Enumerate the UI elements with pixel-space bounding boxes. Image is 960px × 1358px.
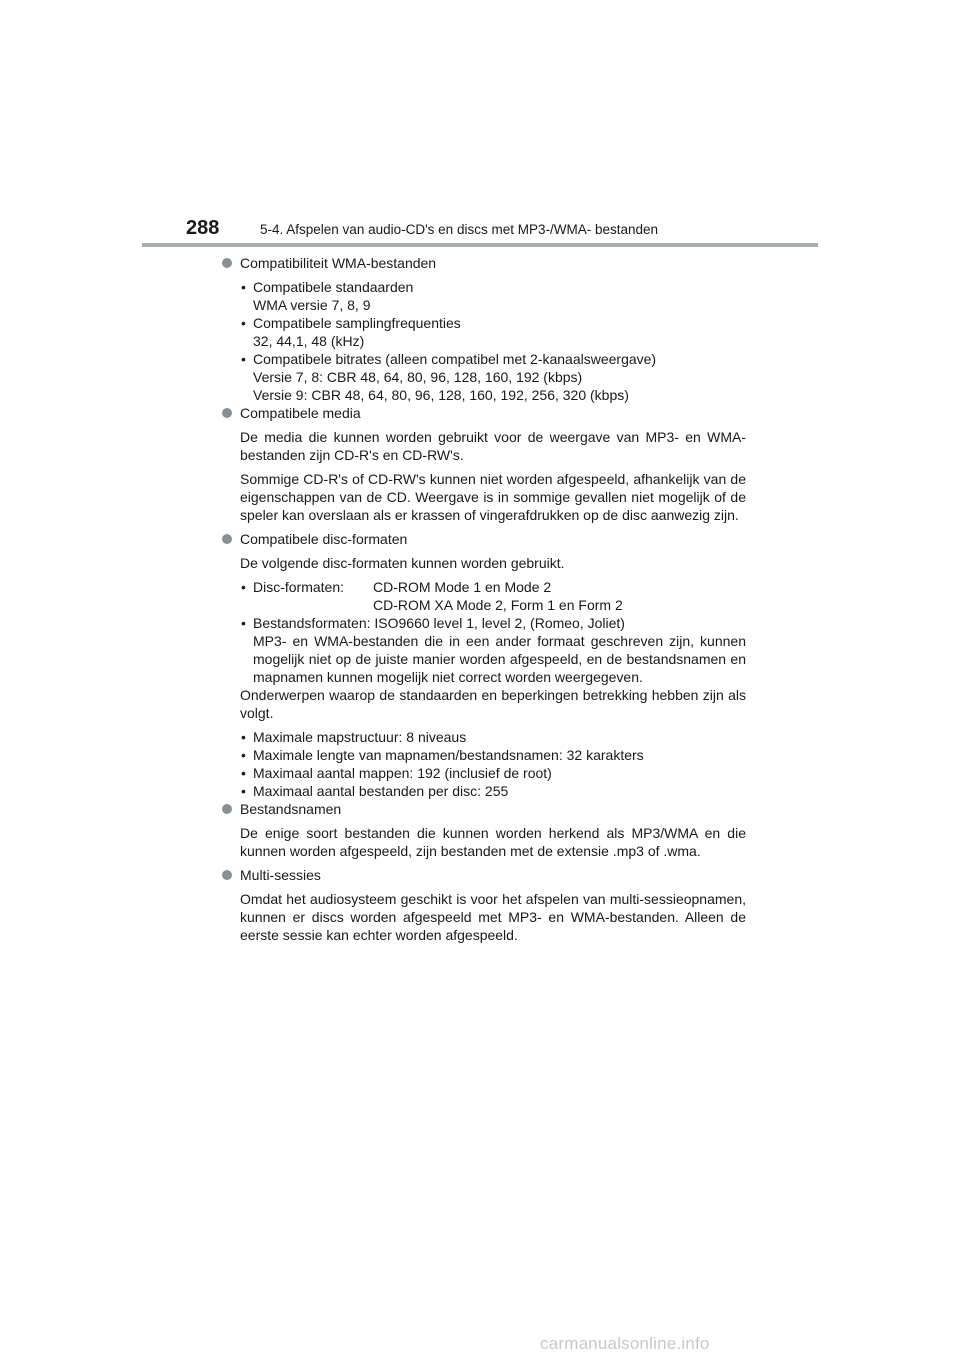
page-number: 288 [186,217,220,239]
paragraph: De enige soort bestanden die kunnen worden herkend als MP3/WMA en die kunnen worden afgespeeld, zijn bestanden met de extensie .mp3 of .wma. [240,825,746,859]
disc-format-value: CD-ROM Mode 1 en Mode 2 [373,579,552,595]
item-line: Compatibele bitrates (alleen compatibel met 2-kanaalsweergave) [253,351,657,367]
watermark: carmanualsonline.info [540,1334,710,1353]
item-line: Compatibele samplingfrequenties [253,315,461,331]
disc-format-value: CD-ROM XA Mode 2, Form 1 en Form 2 [373,597,623,613]
restriction-text: Maximale mapstructuur: 8 niveaus [253,729,467,745]
disc-format-row [253,578,746,614]
section-multi-session [222,866,746,944]
item-line: Compatibele standaarden [253,279,414,295]
section-title: Multi-sessies [240,867,321,883]
file-format-note: MP3- en WMA-bestanden die in een ander formaat geschreven zijn, kunnen mogelijk niet op de juiste manier worden afgespeeld, en de bestandsnamen en mapnamen kunnen mogelijk niet correct worden weergegeven. [253,633,746,685]
list-item [240,746,746,764]
spec-list [240,278,746,404]
bullet-icon: • [241,315,246,331]
section-compatible-media [222,404,746,524]
item-line: Versie 9: CBR 48, 64, 80, 96, 128, 160, 192, 256, 320 (kbps) [253,387,629,403]
section-bullet-icon [222,534,232,544]
list-item [240,728,746,746]
restriction-text: Maximaal aantal bestanden per disc: 255 [253,783,509,799]
list-item [240,764,746,782]
restriction-list [240,728,746,800]
paragraph: Onderwerpen waarop de standaarden en beperkingen betrekking hebben zijn als volgt. [240,687,746,721]
section-title: Compatibele media [240,405,361,421]
paragraph: Omdat het audiosysteem geschikt is voor het afspelen van multi-sessieopnamen, kunnen er discs worden afgespeeld met MP3- en WMA-bestanden. Alleen de eerste sessie kan echter worden afgespeeld. [240,891,746,943]
section-title: Compatibiliteit WMA-bestanden [240,255,437,271]
page-content [222,254,746,944]
header-rule [142,243,818,247]
section-title: Bestandsnamen [240,801,342,817]
bullet-icon: • [241,765,246,781]
bullet-icon: • [241,783,246,799]
format-list [240,578,746,686]
list-item [240,278,746,314]
bullet-icon: • [241,279,246,295]
list-item [240,314,746,350]
bullet-icon: • [241,351,246,367]
section-bullet-icon [222,870,232,880]
bullet-icon: • [241,747,246,763]
section-wma-compatibility [222,254,746,404]
item-line: WMA versie 7, 8, 9 [253,297,371,313]
section-title: Compatibele disc-formaten [240,531,408,547]
bullet-icon: • [241,729,246,745]
list-item [240,578,746,614]
restriction-text: Maximaal aantal mappen: 192 (inclusief de root) [253,765,552,781]
file-format-line: Bestandsformaten: ISO9660 level 1, level 2, (Romeo, Joliet) [253,615,625,631]
item-line: 32, 44,1, 48 (kHz) [253,333,365,349]
list-item [240,350,746,404]
chapter-header-title: 5-4. Afspelen van audio-CD's en discs met MP3-/WMA- bestanden [260,222,659,237]
bullet-icon: • [241,615,246,631]
section-bullet-icon [222,804,232,814]
paragraph: De volgende disc-formaten kunnen worden gebruikt. [240,555,565,571]
section-bullet-icon [222,408,232,418]
item-line: Versie 7, 8: CBR 48, 64, 80, 96, 128, 160, 192 (kbps) [253,369,583,385]
bullet-icon: • [241,579,246,595]
disc-format-label: Disc-formaten: [253,579,345,595]
section-disc-formats [222,530,746,800]
section-bullet-icon [222,258,232,268]
list-item [240,614,746,686]
disc-format-values [373,578,746,614]
section-file-names [222,800,746,860]
paragraph: De media die kunnen worden gebruikt voor de weergave van MP3- en WMA-bestanden zijn CD-R's en CD-RW's. [240,429,746,463]
list-item [240,782,746,800]
paragraph: Sommige CD-R's of CD-RW's kunnen niet worden afgespeeld, afhankelijk van de eigenschappen van de CD. Weergave is in sommige gevallen niet mogelijk of de speler kan overslaan als er krassen of vingerafdrukken op de disc aanwezig zijn. [240,471,746,523]
restriction-text: Maximale lengte van mapnamen/bestandsnamen: 32 karakters [253,747,644,763]
